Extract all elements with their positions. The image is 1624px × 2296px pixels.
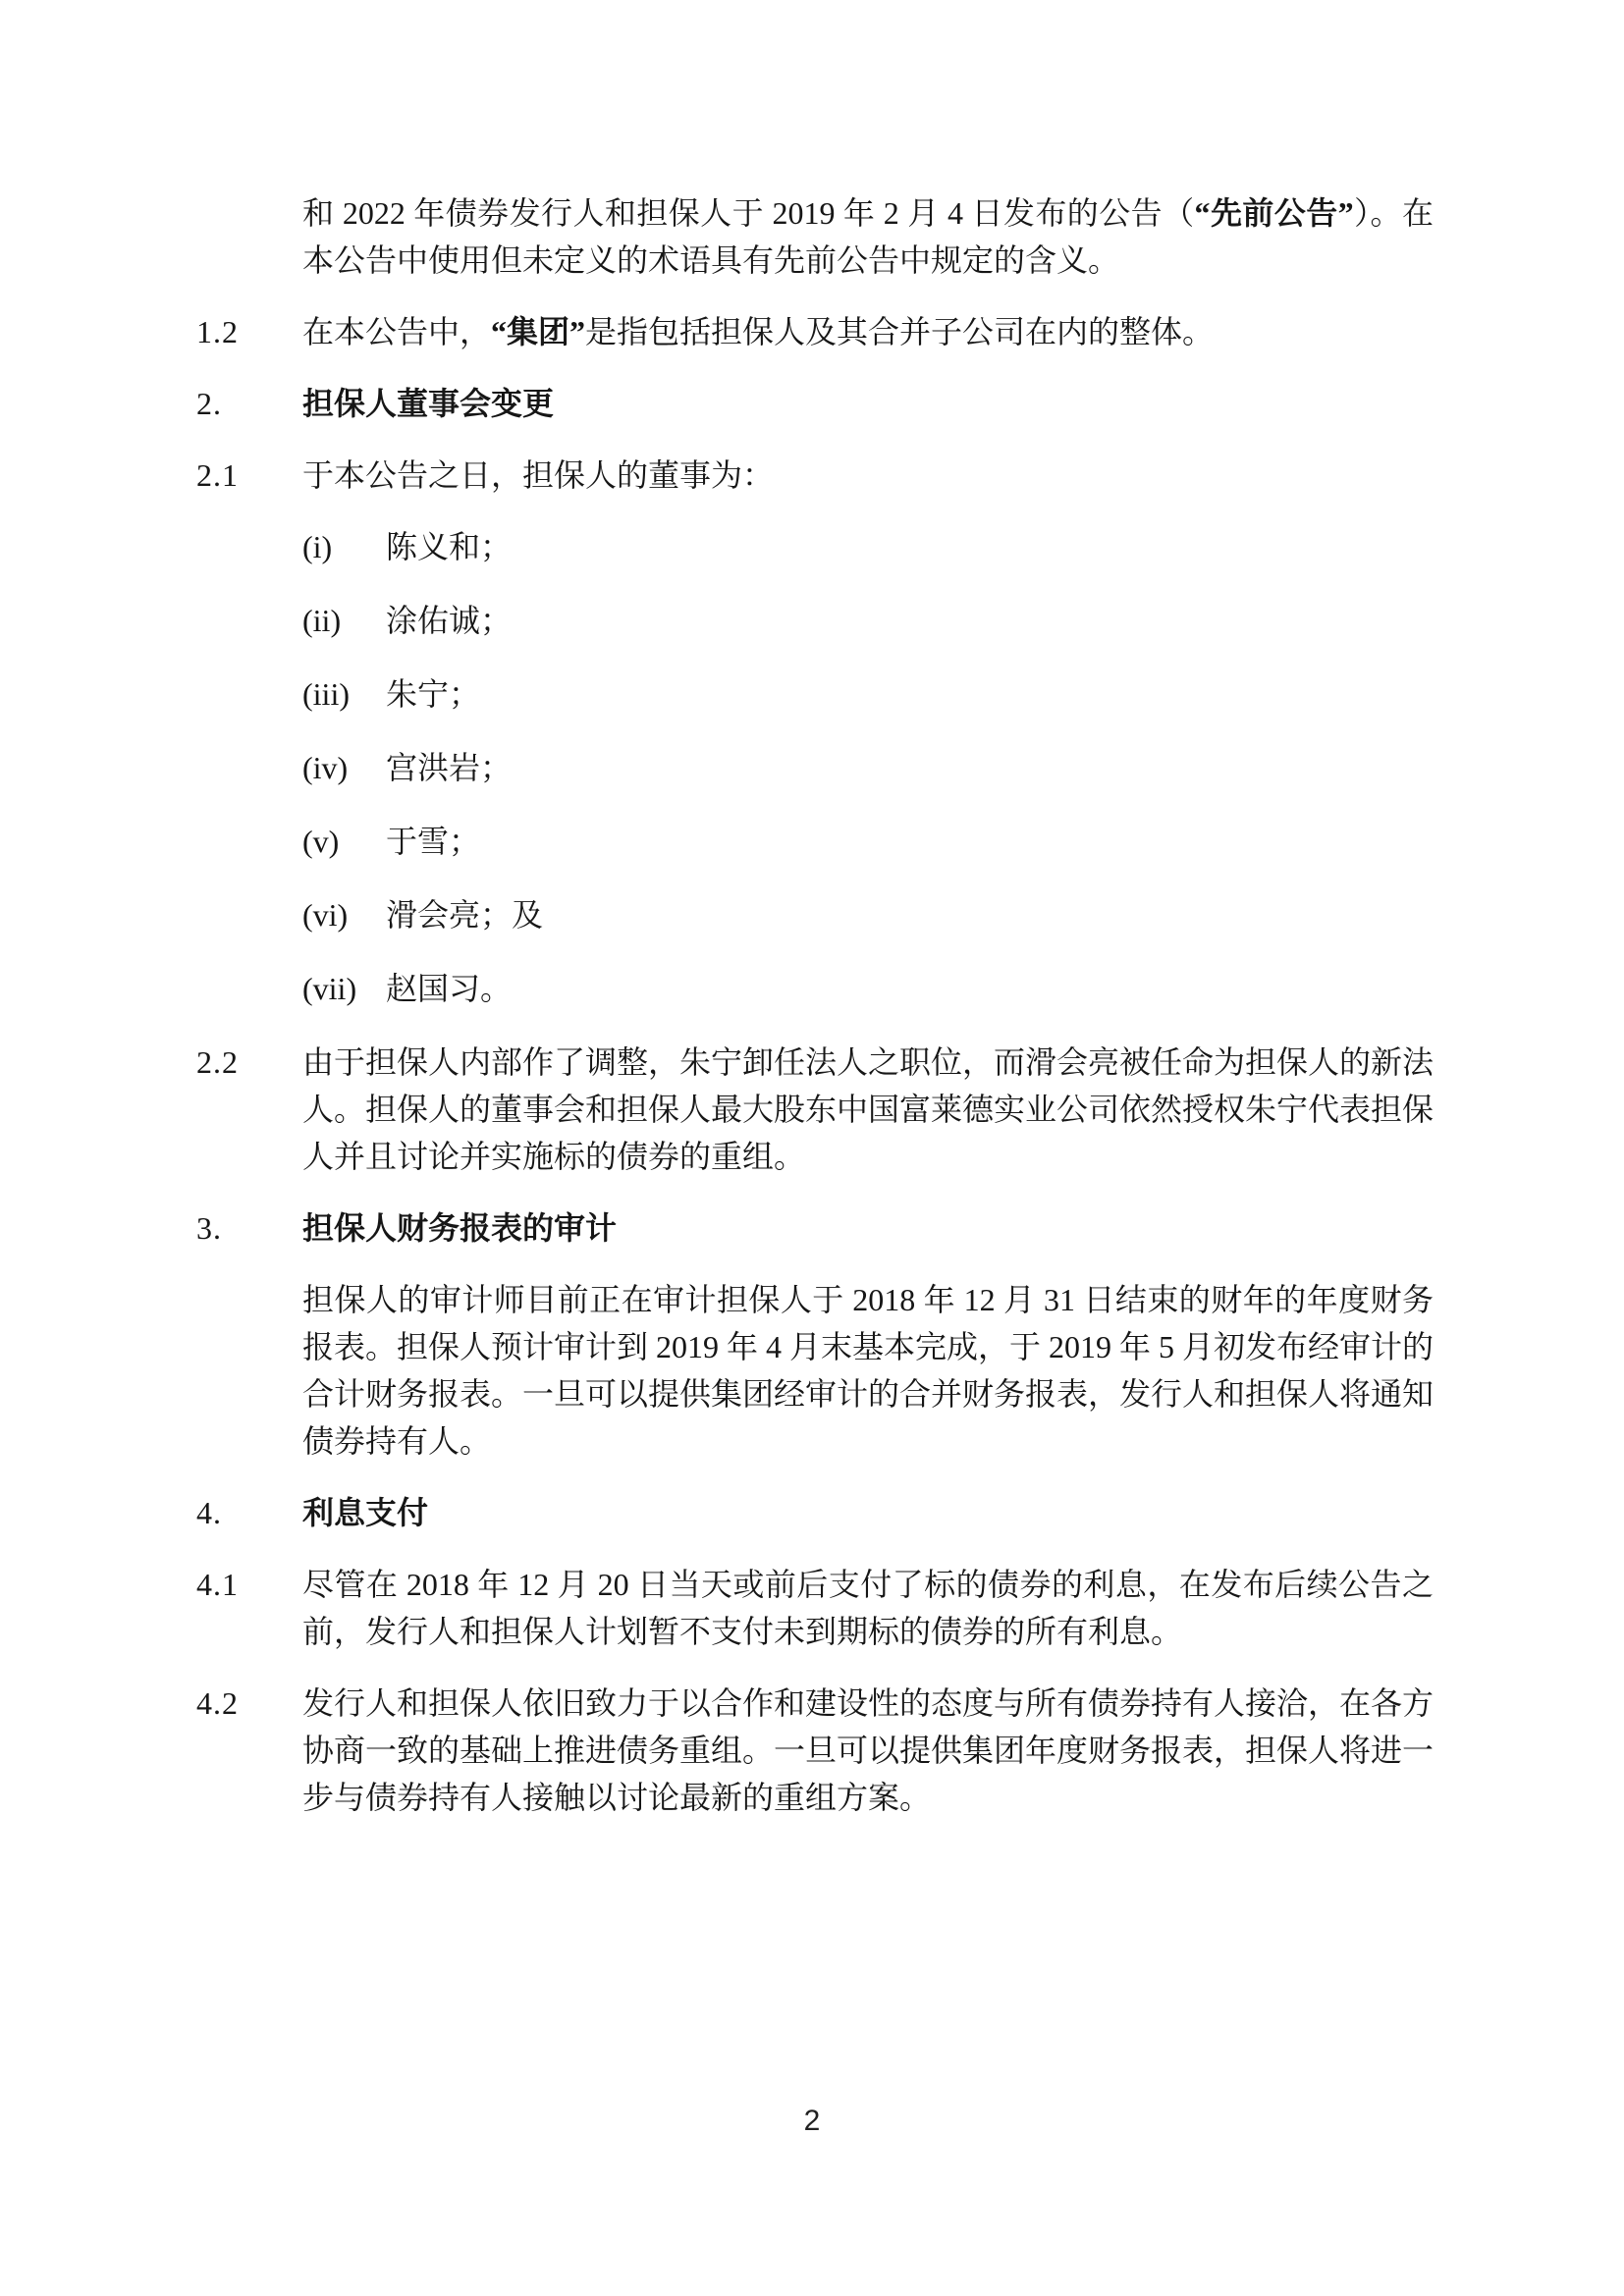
intro-paragraph [196, 189, 1434, 284]
clause-4-1-text: 尽管在 2018 年 12 月 20 日当天或前后支付了标的债券的利息，在发布后续公告之前，发行人和担保人计划暂不支付未到期标的债券的所有利息。 [302, 1567, 1434, 1649]
clause-1-2-text [302, 308, 1434, 355]
director-row-7 [302, 965, 1434, 1012]
director-row-6 [302, 891, 1434, 938]
section-4-heading [196, 1489, 1434, 1536]
director-7-name: 赵国习。 [386, 971, 513, 1006]
clause-4-1-number: 4.1 [196, 1567, 239, 1602]
clause-4-2-number: 4.2 [196, 1685, 239, 1721]
defined-term-prior-announcement: “先前公告” [1194, 195, 1354, 231]
director-row-3 [302, 670, 1434, 718]
page-number: 2 [803, 2105, 821, 2137]
director-2-name: 涂佑诚； [386, 603, 513, 638]
clause-2-2-number: 2.2 [196, 1044, 239, 1080]
director-6-name: 滑会亮；及 [386, 897, 544, 933]
clause-2-2-text: 由于担保人内部作了调整，朱宁卸任法人之职位，而滑会亮被任命为担保人的新法人。担保人的董事会和担保人最大股东中国富莱德实业公司依然授权朱宁代表担保人并且讨论并实施标的债券的重组。 [302, 1044, 1435, 1174]
clause-2-1-number: 2.1 [196, 457, 239, 493]
section-3-number: 3. [196, 1210, 222, 1246]
clause-4-2 [196, 1680, 1434, 1821]
section-3-title: 担保人财务报表的审计 [302, 1210, 618, 1246]
director-1-label: (i) [302, 529, 333, 564]
clause-2-1 [196, 452, 1434, 499]
section-4-title: 利息支付 [302, 1495, 429, 1530]
director-row-1 [302, 523, 1434, 570]
clause-1-2-pre: 在本公告中， [302, 314, 492, 349]
director-4-name: 宫洪岩； [386, 750, 513, 785]
clause-2-1-text: 于本公告之日，担保人的董事为： [302, 457, 775, 493]
clause-4-1 [196, 1561, 1434, 1655]
clause-1-2 [196, 308, 1434, 355]
clause-4-2-text: 发行人和担保人依旧致力于以合作和建设性的态度与所有债券持有人接洽，在各方协商一致的基础上推进债务重组。一旦可以提供集团年度财务报表，担保人将进一步与债券持有人接触以讨论最新的重组方案。 [302, 1685, 1435, 1815]
director-2-label: (ii) [302, 603, 342, 638]
intro-text-post: ）。在本公告中使用但未定义的术语具有先前公告中规定的含义。 [302, 195, 1434, 278]
section-3-paragraph-text: 担保人的审计师目前正在审计担保人于 2018 年 12 月 31 日结束的财年的年度财务报表。担保人预计审计到 2019 年 4 月末基本完成，于 2019 年 5 月初发布经审计的合计财务报表。一旦可以提供集团经审计的合并财务报表，发行人和担保人将通知债券持有人。 [302, 1282, 1435, 1459]
section-3-paragraph [196, 1276, 1434, 1465]
intro-paragraph-text [302, 189, 1434, 284]
intro-text-pre: 和 2022 年债券发行人和担保人于 2019 年 2 月 4 日发布的公告（ [302, 195, 1195, 231]
clause-1-2-post: 是指包括担保人及其合并子公司在内的整体。 [585, 314, 1215, 349]
section-4-number: 4. [196, 1495, 222, 1530]
director-4-label: (iv) [302, 750, 349, 785]
director-7-label: (vii) [302, 971, 357, 1006]
clause-2-2 [196, 1039, 1434, 1180]
section-3-heading [196, 1204, 1434, 1252]
director-1-name: 陈义和； [386, 529, 513, 564]
director-3-label: (iii) [302, 676, 350, 712]
section-2-title: 担保人董事会变更 [302, 386, 555, 421]
director-row-4 [302, 744, 1434, 791]
section-2-heading [196, 380, 1434, 427]
director-5-name: 于雪； [386, 824, 481, 859]
director-6-label: (vi) [302, 897, 349, 933]
director-row-5 [302, 818, 1434, 865]
director-3-name: 朱宁； [386, 676, 481, 712]
directors-list [302, 523, 1434, 1012]
defined-term-group: “集团” [491, 314, 586, 349]
director-row-2 [302, 597, 1434, 644]
document-content [196, 189, 1434, 1845]
director-5-label: (v) [302, 824, 340, 859]
clause-1-2-number: 1.2 [196, 314, 239, 349]
section-2-number: 2. [196, 386, 222, 421]
